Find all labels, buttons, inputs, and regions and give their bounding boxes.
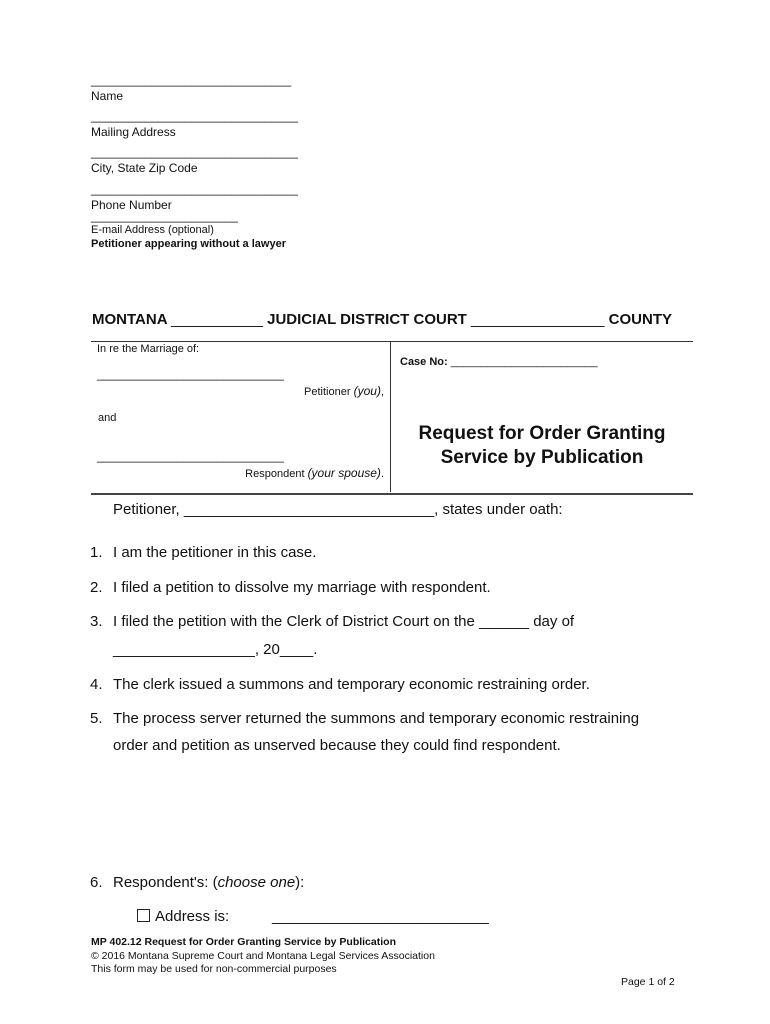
copyright: © 2016 Montana Supreme Court and Montana Legal Services Association (91, 950, 435, 962)
item-5-number: 5. (90, 710, 103, 727)
county-blank[interactable]: ________________ (471, 311, 605, 328)
item-5-text: The process server returned the summons and temporary economic restraining (113, 710, 640, 727)
document-title (392, 422, 692, 470)
address-checkbox[interactable] (137, 909, 150, 922)
phone-label: Phone Number (91, 198, 172, 212)
court-district: JUDICIAL DISTRICT COURT (267, 311, 467, 328)
item-2-number: 2. (90, 579, 103, 596)
item-3-number: 3. (90, 613, 103, 630)
page-number: Page 1 of 2 (621, 976, 675, 988)
address-blank[interactable]: __________________________ (272, 908, 489, 925)
caption-divider (390, 341, 391, 492)
usage-note: This form may be used for non-commercial purposes (91, 963, 337, 975)
item-1-text: I am the petitioner in this case. (113, 544, 317, 561)
email-line[interactable]: ______________________ (91, 209, 238, 223)
case-no-label: Case No: (400, 356, 448, 368)
case-number (400, 356, 598, 368)
address-label: Address is: (155, 908, 230, 925)
petitioner-note: Petitioner appearing without a lawyer (91, 238, 286, 250)
case-no-blank[interactable]: ________________________ (450, 356, 598, 368)
item-3-date-line[interactable]: _________________, 20____. (113, 641, 318, 658)
city-state-zip-line[interactable]: _______________________________ (91, 145, 298, 159)
respondent-caption-label: Respondent (your spouse). (245, 466, 384, 480)
item-2-text: I filed a petition to dissolve my marriage with respondent. (113, 579, 491, 596)
item-3-text[interactable]: I filed the petition with the Clerk of District Court on the ______ day of (113, 613, 575, 630)
caption-box (91, 341, 693, 495)
petitioner-name-line[interactable]: ____________________________ (97, 367, 284, 381)
mailing-address-line[interactable]: _______________________________ (91, 109, 298, 123)
petitioner-caption-label: Petitioner (you), (304, 384, 384, 398)
court-county: COUNTY (608, 311, 673, 328)
email-label: E-mail Address (optional) (91, 224, 214, 236)
in-re-marriage: In re the Marriage of: (97, 343, 200, 355)
name-line[interactable]: ______________________________ (91, 73, 292, 87)
item-4-number: 4. (90, 676, 103, 693)
item-1-number: 1. (90, 544, 103, 561)
item-6-text: Respondent's: (choose one): (113, 874, 305, 891)
and-label: and (98, 412, 117, 424)
title-line-1: Request for Order Granting (418, 423, 666, 444)
item-5-text-cont: order and petition as unserved because they could find respondent. (113, 737, 561, 754)
address-option[interactable] (137, 908, 229, 925)
petitioner-name-blank[interactable]: ______________________________ (183, 501, 435, 518)
mailing-address-label: Mailing Address (91, 125, 176, 139)
item-6-number: 6. (90, 874, 103, 891)
title-line-2: Service by Publication (440, 447, 644, 468)
oath-statement: Petitioner, ______________________________, states under oath: (113, 501, 563, 518)
form-id: MP 402.12 Request for Order Granting Service by Publication (91, 936, 396, 948)
city-state-zip-label: City, State Zip Code (91, 161, 198, 175)
court-heading (92, 311, 672, 328)
district-number-blank[interactable]: ___________ (171, 311, 263, 328)
name-label: Name (91, 89, 124, 103)
item-4-text: The clerk issued a summons and temporary economic restraining order. (113, 676, 590, 693)
phone-line[interactable]: _______________________________ (91, 182, 298, 196)
respondent-name-line[interactable]: ____________________________ (97, 449, 284, 463)
court-montana: MONTANA (92, 311, 167, 328)
